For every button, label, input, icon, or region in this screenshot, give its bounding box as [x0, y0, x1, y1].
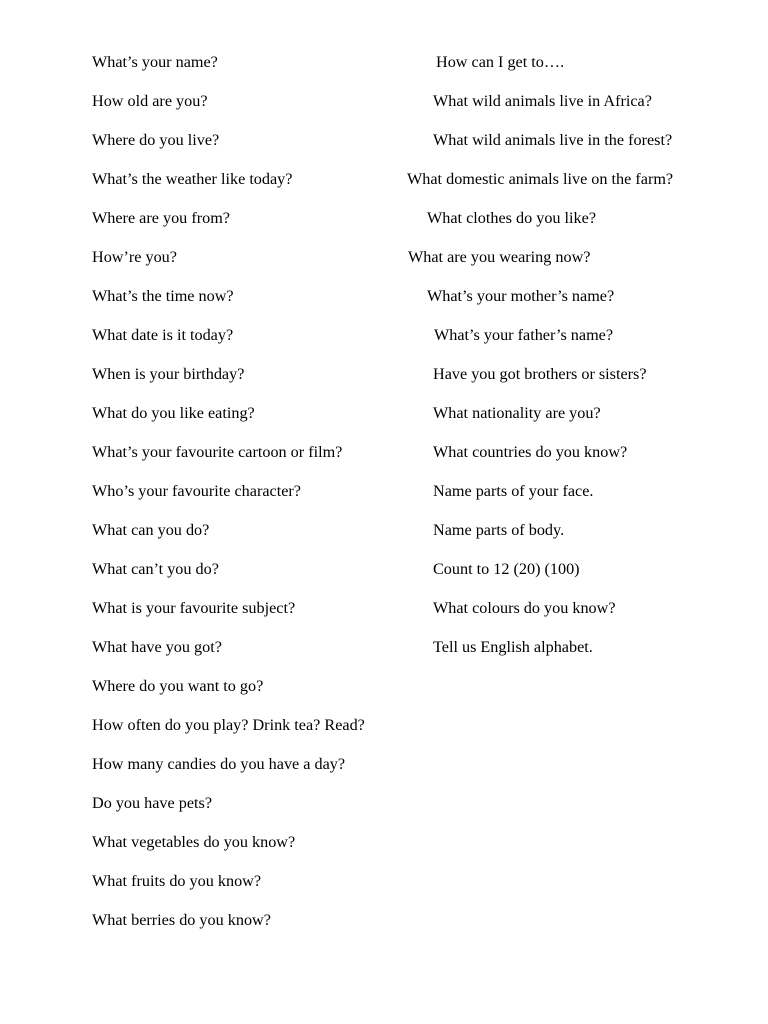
left-question-line: How old are you? [92, 92, 208, 110]
left-question-line: Where do you want to go? [92, 677, 264, 695]
right-question-line: What colours do you know? [433, 599, 616, 617]
left-question-line: How many candies do you have a day? [92, 755, 346, 773]
left-question-line: How often do you play? Drink tea? Read? [92, 716, 365, 734]
left-question-line: What fruits do you know? [92, 872, 262, 890]
right-question-line: What clothes do you like? [427, 209, 597, 227]
left-question-line: What can you do? [92, 521, 210, 539]
left-question-line: What’s your favourite cartoon or film? [92, 443, 343, 461]
left-question-line: What can’t you do? [92, 560, 219, 578]
left-question-line: Where are you from? [92, 209, 230, 227]
left-question-line: Who’s your favourite character? [92, 482, 301, 500]
left-question-line: What do you like eating? [92, 404, 255, 422]
right-question-line: What are you wearing now? [408, 248, 591, 266]
right-question-column [404, 50, 744, 674]
left-question-line: When is your birthday? [92, 365, 245, 383]
right-question-line: What nationality are you? [433, 404, 601, 422]
right-question-line: What wild animals live in Africa? [433, 92, 652, 110]
left-question-line: How’re you? [92, 248, 177, 266]
left-question-line: What vegetables do you know? [92, 833, 296, 851]
left-question-line: What have you got? [92, 638, 222, 656]
left-question-line: What’s the weather like today? [92, 170, 293, 188]
right-question-line: Count to 12 (20) (100) [433, 560, 580, 578]
right-question-line: What’s your father’s name? [434, 326, 614, 344]
right-question-line: What countries do you know? [433, 443, 628, 461]
right-question-line: Name parts of your face. [433, 482, 594, 500]
left-question-line: What is your favourite subject? [92, 599, 296, 617]
right-question-line: What wild animals live in the forest? [433, 131, 673, 149]
right-question-line: What domestic animals live on the farm? [407, 170, 674, 188]
left-question-line: What date is it today? [92, 326, 234, 344]
left-question-column [92, 50, 412, 947]
left-question-line: What berries do you know? [92, 911, 271, 929]
right-question-line: How can I get to…. [436, 53, 565, 71]
right-question-line: What’s your mother’s name? [427, 287, 615, 305]
left-question-line: Do you have pets? [92, 794, 213, 812]
right-question-line: Tell us English alphabet. [433, 638, 593, 656]
left-question-line: What’s your name? [92, 53, 218, 71]
left-question-line: Where do you live? [92, 131, 220, 149]
left-question-line: What’s the time now? [92, 287, 234, 305]
right-question-line: Have you got brothers or sisters? [433, 365, 647, 383]
right-question-line: Name parts of body. [433, 521, 565, 539]
